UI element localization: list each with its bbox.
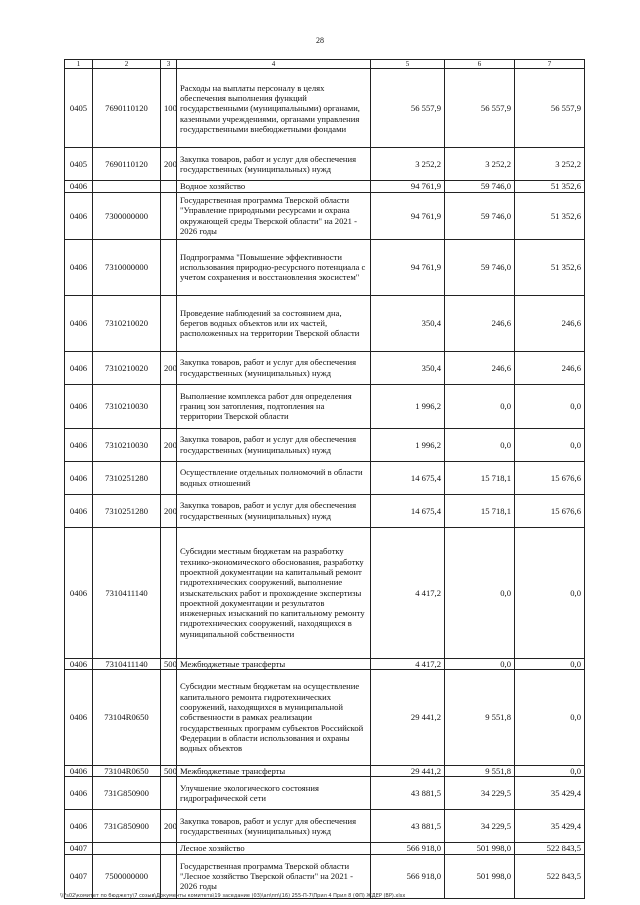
amount-2025-cell: 15 718,1 bbox=[445, 494, 515, 527]
column-number: 4 bbox=[177, 60, 371, 69]
table-row bbox=[65, 384, 585, 428]
expense-type-cell: 200 bbox=[161, 494, 177, 527]
amount-2026-cell: 3 252,2 bbox=[515, 148, 585, 181]
expense-type-cell bbox=[161, 181, 177, 192]
target-article-cell: 7310210020 bbox=[93, 351, 161, 384]
amount-2025-cell: 246,6 bbox=[445, 295, 515, 351]
column-number: 1 bbox=[65, 60, 93, 69]
table-row bbox=[65, 192, 585, 239]
amount-2026-cell: 15 676,6 bbox=[515, 494, 585, 527]
target-article-cell: 7310210030 bbox=[93, 428, 161, 461]
item-name-cell: Субсидии местным бюджетам на осуществление капитального ремонта гидротехнических сооружений, находящихся в муниципальной собственности в рамках реализации государственных программ субъектов Российской Федерации в области использования и охраны водных объектов bbox=[177, 670, 371, 766]
amount-2025-cell: 56 557,9 bbox=[445, 69, 515, 148]
expense-type-cell bbox=[161, 777, 177, 810]
target-article-cell: 7310210030 bbox=[93, 384, 161, 428]
table-row bbox=[65, 494, 585, 527]
amount-2025-cell: 0,0 bbox=[445, 527, 515, 658]
amount-2024-cell: 4 417,2 bbox=[371, 527, 445, 658]
section-code-cell: 0406 bbox=[65, 181, 93, 192]
target-article-cell: 731G850900 bbox=[93, 810, 161, 843]
amount-2026-cell: 246,6 bbox=[515, 351, 585, 384]
section-code-cell: 0405 bbox=[65, 69, 93, 148]
item-name-cell: Закупка товаров, работ и услуг для обеспечения государственных (муниципальных) нужд bbox=[177, 428, 371, 461]
expense-type-cell: 200 bbox=[161, 810, 177, 843]
amount-2024-cell: 14 675,4 bbox=[371, 461, 445, 494]
amount-2024-cell: 566 918,0 bbox=[371, 854, 445, 898]
table-row bbox=[65, 295, 585, 351]
budget-table bbox=[64, 59, 585, 899]
amount-2025-cell: 3 252,2 bbox=[445, 148, 515, 181]
amount-2024-cell: 43 881,5 bbox=[371, 777, 445, 810]
item-name-cell: Выполнение комплекса работ для определения границ зон затопления, подтопления на территории Тверской области bbox=[177, 384, 371, 428]
amount-2024-cell: 29 441,2 bbox=[371, 670, 445, 766]
amount-2024-cell: 1 996,2 bbox=[371, 428, 445, 461]
section-code-cell: 0406 bbox=[65, 494, 93, 527]
target-article-cell: 73104R0650 bbox=[93, 766, 161, 777]
amount-2026-cell: 0,0 bbox=[515, 384, 585, 428]
target-article-cell: 7310210020 bbox=[93, 295, 161, 351]
section-code-cell: 0406 bbox=[65, 192, 93, 239]
target-article-cell: 7310411140 bbox=[93, 527, 161, 658]
amount-2024-cell: 94 761,9 bbox=[371, 192, 445, 239]
table-row bbox=[65, 670, 585, 766]
amount-2025-cell: 59 746,0 bbox=[445, 181, 515, 192]
amount-2025-cell: 9 551,8 bbox=[445, 670, 515, 766]
item-name-cell: Водное хозяйство bbox=[177, 181, 371, 192]
expense-type-cell: 500 bbox=[161, 766, 177, 777]
target-article-cell: 7310251280 bbox=[93, 494, 161, 527]
item-name-cell: Подпрограмма "Повышение эффективности использования природно-ресурсного потенциала с учетом сохранения и восстановления экосистем" bbox=[177, 239, 371, 295]
amount-2025-cell: 0,0 bbox=[445, 384, 515, 428]
amount-2025-cell: 0,0 bbox=[445, 428, 515, 461]
table-row bbox=[65, 658, 585, 669]
column-number: 2 bbox=[93, 60, 161, 69]
section-code-cell: 0406 bbox=[65, 295, 93, 351]
target-article-cell bbox=[93, 181, 161, 192]
amount-2026-cell: 51 352,6 bbox=[515, 192, 585, 239]
item-name-cell: Проведение наблюдений за состоянием дна, берегов водных объектов или их частей, расположенных на территории Тверской области bbox=[177, 295, 371, 351]
amount-2025-cell: 501 998,0 bbox=[445, 843, 515, 854]
amount-2026-cell: 522 843,5 bbox=[515, 854, 585, 898]
target-article-cell: 7310000000 bbox=[93, 239, 161, 295]
page-number: 28 bbox=[316, 36, 324, 45]
target-article-cell: 7500000000 bbox=[93, 854, 161, 898]
expense-type-cell bbox=[161, 670, 177, 766]
section-code-cell: 0406 bbox=[65, 658, 93, 669]
item-name-cell: Лесное хозяйство bbox=[177, 843, 371, 854]
item-name-cell: Расходы на выплаты персоналу в целях обеспечения выполнения функций государственными (муниципальными) органами, казенными учреждениями, органами управления государственными внебюджетными фондами bbox=[177, 69, 371, 148]
amount-2026-cell: 51 352,6 bbox=[515, 239, 585, 295]
table-row bbox=[65, 69, 585, 148]
amount-2024-cell: 3 252,2 bbox=[371, 148, 445, 181]
expense-type-cell: 200 bbox=[161, 351, 177, 384]
item-name-cell: Закупка товаров, работ и услуг для обеспечения государственных (муниципальных) нужд bbox=[177, 810, 371, 843]
table-row bbox=[65, 461, 585, 494]
amount-2024-cell: 14 675,4 bbox=[371, 494, 445, 527]
section-code-cell: 0406 bbox=[65, 670, 93, 766]
target-article-cell: 731G850900 bbox=[93, 777, 161, 810]
target-article-cell: 7310251280 bbox=[93, 461, 161, 494]
amount-2025-cell: 15 718,1 bbox=[445, 461, 515, 494]
expense-type-cell: 200 bbox=[161, 428, 177, 461]
amount-2026-cell: 0,0 bbox=[515, 658, 585, 669]
section-code-cell: 0406 bbox=[65, 428, 93, 461]
expense-type-cell bbox=[161, 527, 177, 658]
column-number: 3 bbox=[161, 60, 177, 69]
expense-type-cell: 500 bbox=[161, 658, 177, 669]
amount-2026-cell: 0,0 bbox=[515, 527, 585, 658]
target-article-cell: 7690110120 bbox=[93, 148, 161, 181]
item-name-cell: Закупка товаров, работ и услуг для обеспечения государственных (муниципальных) нужд bbox=[177, 148, 371, 181]
expense-type-cell bbox=[161, 461, 177, 494]
amount-2025-cell: 0,0 bbox=[445, 658, 515, 669]
amount-2026-cell: 15 676,6 bbox=[515, 461, 585, 494]
table-row bbox=[65, 810, 585, 843]
amount-2026-cell: 246,6 bbox=[515, 295, 585, 351]
amount-2024-cell: 94 761,9 bbox=[371, 181, 445, 192]
amount-2024-cell: 566 918,0 bbox=[371, 843, 445, 854]
amount-2024-cell: 4 417,2 bbox=[371, 658, 445, 669]
target-article-cell: 73104R0650 bbox=[93, 670, 161, 766]
item-name-cell: Закупка товаров, работ и услуг для обеспечения государственных (муниципальных) нужд bbox=[177, 494, 371, 527]
table-row bbox=[65, 351, 585, 384]
item-name-cell: Межбюджетные трансферты bbox=[177, 766, 371, 777]
table-row bbox=[65, 777, 585, 810]
expense-type-cell bbox=[161, 843, 177, 854]
section-code-cell: 0406 bbox=[65, 777, 93, 810]
section-code-cell: 0406 bbox=[65, 527, 93, 658]
section-code-cell: 0406 bbox=[65, 461, 93, 494]
amount-2026-cell: 56 557,9 bbox=[515, 69, 585, 148]
item-name-cell: Межбюджетные трансферты bbox=[177, 658, 371, 669]
section-code-cell: 0406 bbox=[65, 766, 93, 777]
amount-2026-cell: 522 843,5 bbox=[515, 843, 585, 854]
target-article-cell: 7310411140 bbox=[93, 658, 161, 669]
section-code-cell: 0407 bbox=[65, 854, 93, 898]
item-name-cell: Улучшение экологического состояния гидрографической сети bbox=[177, 777, 371, 810]
amount-2026-cell: 35 429,4 bbox=[515, 810, 585, 843]
section-code-cell: 0406 bbox=[65, 810, 93, 843]
amount-2024-cell: 56 557,9 bbox=[371, 69, 445, 148]
amount-2026-cell: 51 352,6 bbox=[515, 181, 585, 192]
expense-type-cell bbox=[161, 854, 177, 898]
amount-2025-cell: 246,6 bbox=[445, 351, 515, 384]
item-name-cell: Осуществление отдельных полномочий в области водных отношений bbox=[177, 461, 371, 494]
table-row bbox=[65, 527, 585, 658]
section-code-cell: 0407 bbox=[65, 843, 93, 854]
file-path-footer: \\Fs02\комитет по бюджету\7 созыв\Документы комитета\19 заседание (03)\ап\пп\(16) 255-П-7\Прил 4 Прил 8 (ФП) ЖДЕР (ВР).xlsx bbox=[60, 893, 406, 899]
amount-2026-cell: 0,0 bbox=[515, 428, 585, 461]
table-row bbox=[65, 843, 585, 854]
amount-2024-cell: 43 881,5 bbox=[371, 810, 445, 843]
amount-2025-cell: 59 746,0 bbox=[445, 192, 515, 239]
amount-2025-cell: 34 229,5 bbox=[445, 777, 515, 810]
table-row bbox=[65, 181, 585, 192]
amount-2026-cell: 35 429,4 bbox=[515, 777, 585, 810]
section-code-cell: 0405 bbox=[65, 148, 93, 181]
item-name-cell: Закупка товаров, работ и услуг для обеспечения государственных (муниципальных) нужд bbox=[177, 351, 371, 384]
amount-2024-cell: 350,4 bbox=[371, 295, 445, 351]
expense-type-cell bbox=[161, 192, 177, 239]
table-row bbox=[65, 239, 585, 295]
amount-2026-cell: 0,0 bbox=[515, 670, 585, 766]
amount-2024-cell: 94 761,9 bbox=[371, 239, 445, 295]
table-row bbox=[65, 766, 585, 777]
amount-2024-cell: 350,4 bbox=[371, 351, 445, 384]
target-article-cell: 7690110120 bbox=[93, 69, 161, 148]
table-row bbox=[65, 854, 585, 898]
column-number: 7 bbox=[515, 60, 585, 69]
amount-2026-cell: 0,0 bbox=[515, 766, 585, 777]
column-number: 5 bbox=[371, 60, 445, 69]
expense-type-cell bbox=[161, 295, 177, 351]
section-code-cell: 0406 bbox=[65, 384, 93, 428]
item-name-cell: Государственная программа Тверской области "Управление природными ресурсами и охрана окружающей среды Тверской области" на 2021 - 2026 годы bbox=[177, 192, 371, 239]
amount-2024-cell: 1 996,2 bbox=[371, 384, 445, 428]
table-row bbox=[65, 148, 585, 181]
expense-type-cell: 100 bbox=[161, 69, 177, 148]
amount-2025-cell: 9 551,8 bbox=[445, 766, 515, 777]
target-article-cell bbox=[93, 843, 161, 854]
table-row bbox=[65, 428, 585, 461]
expense-type-cell: 200 bbox=[161, 148, 177, 181]
section-code-cell: 0406 bbox=[65, 239, 93, 295]
section-code-cell: 0406 bbox=[65, 351, 93, 384]
column-number: 6 bbox=[445, 60, 515, 69]
item-name-cell: Государственная программа Тверской области "Лесное хозяйство Тверской области" на 2021 - 2026 годы bbox=[177, 854, 371, 898]
amount-2024-cell: 29 441,2 bbox=[371, 766, 445, 777]
amount-2025-cell: 501 998,0 bbox=[445, 854, 515, 898]
amount-2025-cell: 59 746,0 bbox=[445, 239, 515, 295]
expense-type-cell bbox=[161, 384, 177, 428]
column-number-header-row bbox=[65, 60, 585, 69]
item-name-cell: Субсидии местным бюджетам на разработку технико-экономического обоснования, разработку проектной документации на капитальный ремонт гидротехнических сооружений, выполнение изыскательских работ и прохождение экспертизы проектной документации и результатов инженерных изысканий по капитальному ремонту гидротехнических сооружений, находящихся в муниципальной собственности bbox=[177, 527, 371, 658]
target-article-cell: 7300000000 bbox=[93, 192, 161, 239]
amount-2025-cell: 34 229,5 bbox=[445, 810, 515, 843]
expense-type-cell bbox=[161, 239, 177, 295]
